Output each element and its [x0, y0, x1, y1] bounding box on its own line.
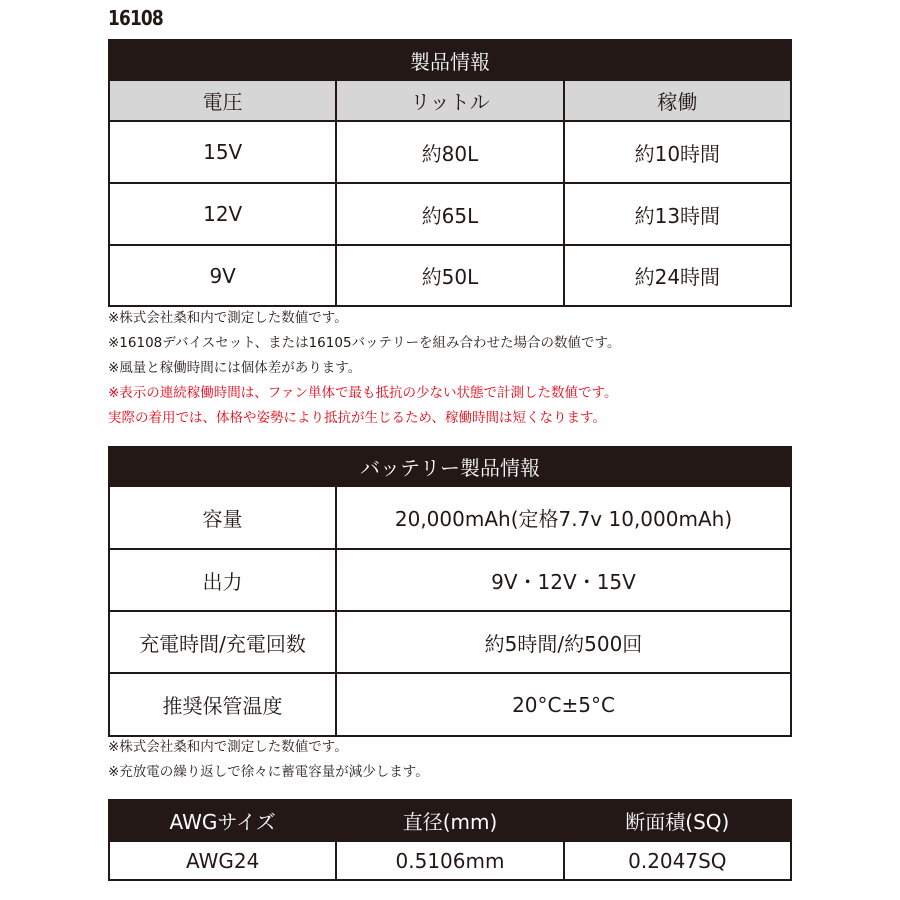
cell: AWG24	[109, 841, 336, 880]
note: ※株式会社桑和内で測定した数値です。	[108, 310, 348, 326]
cell: 20,000mAh(定格7.7v 10,000mAh)	[336, 486, 791, 549]
cell: 0.2047SQ	[564, 841, 791, 880]
cell: 約10時間	[564, 121, 791, 183]
table-row	[109, 549, 791, 611]
cell: 出力	[109, 549, 336, 611]
note: ※風量と稼働時間には個体差があります。	[108, 360, 362, 376]
cell: 容量	[109, 486, 336, 549]
header-runtime: 稼働	[564, 80, 791, 121]
cell: 約24時間	[564, 245, 791, 306]
cell: 0.5106mm	[336, 841, 563, 880]
table-row	[109, 245, 791, 306]
product-info-title: 製品情報	[109, 40, 791, 80]
header-diameter: 直径(mm)	[336, 800, 563, 841]
header-voltage: 電圧	[109, 80, 336, 121]
table-row	[109, 486, 791, 549]
cell: 約13時間	[564, 183, 791, 245]
battery-notes	[108, 735, 429, 785]
awg-table	[108, 799, 792, 881]
table-row	[109, 841, 791, 880]
header-cross-section: 断面積(SQ)	[564, 800, 791, 841]
cell: 12V	[109, 183, 336, 245]
cell: 9V	[109, 245, 336, 306]
cell: 9V・12V・15V	[336, 549, 791, 611]
table-row	[109, 121, 791, 183]
note: ※16108デバイスセット、または16105バッテリーを組み合わせた場合の数値です。	[108, 335, 621, 351]
cell: 充電時間/充電回数	[109, 611, 336, 673]
battery-info-title: バッテリー製品情報	[109, 447, 791, 486]
product-info-table	[108, 39, 792, 307]
cell: 約80L	[336, 121, 563, 183]
battery-info-table	[108, 446, 792, 737]
warning-note: 実際の着用では、体格や姿勢により抵抗が生じるため、稼働時間は短くなります。	[108, 410, 606, 426]
header-liter: リットル	[336, 80, 563, 121]
cell: 推奨保管温度	[109, 673, 336, 736]
cell: 約65L	[336, 183, 563, 245]
cell: 20°C±5°C	[336, 673, 791, 736]
cell: 約50L	[336, 245, 563, 306]
warning-note: ※表示の連続稼働時間は、ファン単体で最も抵抗の少ない状態で計測した数値です。	[108, 385, 618, 401]
cell: 15V	[109, 121, 336, 183]
header-awg-size: AWGサイズ	[109, 800, 336, 841]
note: ※株式会社桑和内で測定した数値です。	[108, 739, 348, 755]
note: ※充放電の繰り返しで徐々に蓄電容量が減少します。	[108, 764, 429, 780]
product-notes	[108, 306, 620, 431]
table-row	[109, 183, 791, 245]
product-code: 16108	[108, 6, 163, 30]
table-row	[109, 673, 791, 736]
table-row	[109, 611, 791, 673]
cell: 約5時間/約500回	[336, 611, 791, 673]
